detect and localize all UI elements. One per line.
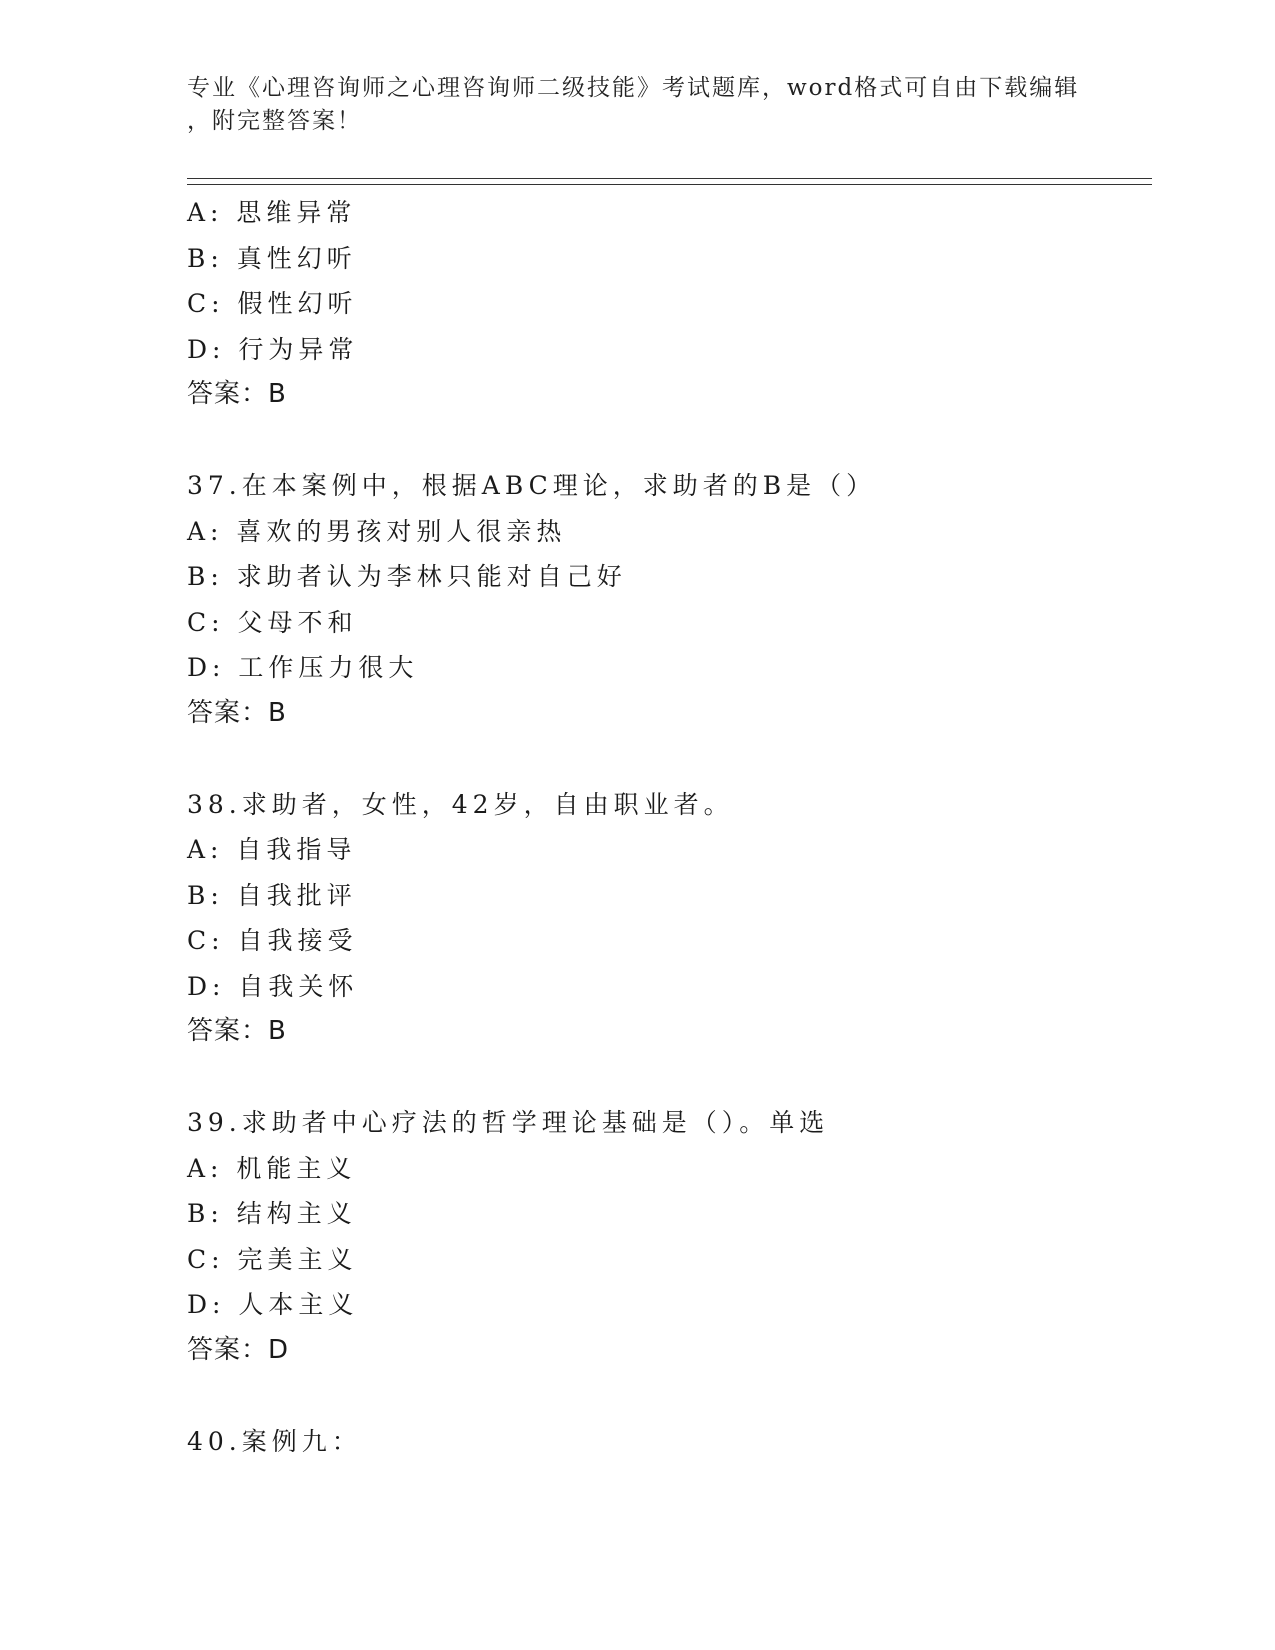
spacer [187,1373,1147,1419]
option-c: C: 完美主义 [187,1244,358,1274]
option-a: A: 思维异常 [187,198,357,227]
option-c: C: 父母不和 [187,607,358,637]
option-b: B: 结构主义 [187,1199,357,1228]
option-a: A: 喜欢的男孩对别人很亲热 [187,516,567,546]
option-b: B: 真性幻听 [187,243,357,273]
answer: 答案：D [187,1334,290,1365]
option-b: B: 自我批评 [187,880,357,910]
question-37: 37.在本案例中，根据ABC理论，求助者的B是（） [187,471,877,500]
question-40: 40.案例九： [187,1426,362,1456]
answer: 答案：B [187,379,287,409]
document-header [187,72,1087,138]
header-line-1: 专业《心理咨询师之心理咨询师二级技能》考试题库，word格式可自由下载编辑 [187,75,1080,101]
question-list [187,190,1147,1464]
option-b: B: 求助者认为李林只能对自己好 [187,562,627,591]
option-a: A: 自我指导 [187,835,357,864]
header-divider-bottom [187,184,1152,185]
spacer [187,1055,1147,1101]
answer: 答案：B [187,1016,287,1046]
option-d: D: 人本主义 [187,1290,359,1319]
option-d: D: 工作压力很大 [187,653,419,682]
option-d: D: 自我关怀 [187,971,359,1001]
spacer [187,418,1147,464]
header-divider-top [187,178,1152,179]
answer: 答案：B [187,697,287,728]
option-d: D: 行为异常 [187,334,359,364]
header-line-2: ，附完整答案！ [187,108,362,134]
option-c: C: 假性幻听 [187,289,358,318]
spacer [187,736,1147,782]
question-39: 39.求助者中心疗法的哲学理论基础是（）。单选 [187,1108,830,1137]
question-38: 38.求助者，女性，42岁，自由职业者。 [187,789,734,819]
option-c: C: 自我接受 [187,926,358,955]
option-a: A: 机能主义 [187,1153,357,1183]
